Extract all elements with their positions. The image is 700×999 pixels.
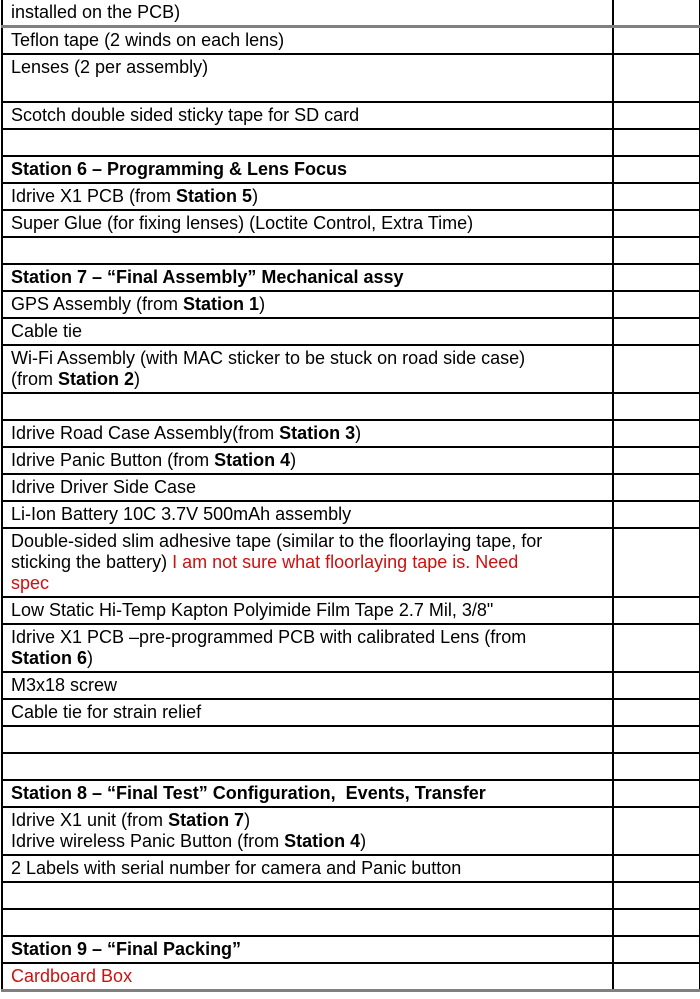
item-cell xyxy=(2,597,613,624)
item-line xyxy=(11,573,604,594)
station-header-row xyxy=(2,156,700,183)
item-text: ) xyxy=(290,450,297,470)
item-text: ) xyxy=(87,648,94,668)
check-cell xyxy=(613,129,700,156)
item-line xyxy=(11,858,604,879)
item-cell xyxy=(2,672,613,699)
item-cell xyxy=(2,54,613,102)
item-text-red: Cardboard Box xyxy=(11,966,133,986)
item-text-bold: Station 3 xyxy=(279,423,356,443)
item-cell xyxy=(2,0,613,27)
item-text: M3x18 screw xyxy=(11,675,118,695)
item-line xyxy=(11,675,604,696)
table-row xyxy=(2,474,700,501)
station-header-row xyxy=(2,264,700,291)
table-row xyxy=(2,27,700,55)
table-row xyxy=(2,699,700,726)
item-cell xyxy=(2,345,613,393)
item-text: Idrive X1 PCB (from xyxy=(11,186,177,206)
check-cell xyxy=(613,210,700,237)
item-cell xyxy=(2,963,613,991)
check-cell xyxy=(613,726,700,753)
check-cell xyxy=(613,936,700,963)
item-text: Scotch double sided sticky tape for SD card xyxy=(11,105,360,125)
table-row xyxy=(2,447,700,474)
check-cell xyxy=(613,474,700,501)
item-line xyxy=(11,213,604,234)
check-cell xyxy=(613,237,700,264)
item-text-bold: Station 7 xyxy=(168,810,245,830)
table-row xyxy=(2,210,700,237)
check-cell xyxy=(613,156,700,183)
item-cell xyxy=(2,474,613,501)
check-cell xyxy=(613,318,700,345)
item-text: ) xyxy=(259,294,266,314)
check-cell xyxy=(613,264,700,291)
check-cell xyxy=(613,345,700,393)
item-text: Lenses (2 per assembly) xyxy=(11,57,209,77)
item-text: Double-sided slim adhesive tape (similar to the floorlaying tape, for xyxy=(11,531,543,551)
item-text: Wi-Fi Assembly (with MAC sticker to be stuck on road side case) xyxy=(11,348,526,368)
check-cell xyxy=(613,963,700,991)
item-line xyxy=(11,240,604,261)
item-line xyxy=(11,369,604,390)
table-row xyxy=(2,807,700,855)
item-line xyxy=(11,450,604,471)
table-row xyxy=(2,102,700,129)
item-line xyxy=(11,321,604,342)
item-line xyxy=(11,78,604,99)
item-cell xyxy=(2,264,613,291)
item-line xyxy=(11,423,604,444)
item-text: ) xyxy=(355,423,362,443)
table-row xyxy=(2,855,700,882)
item-cell xyxy=(2,936,613,963)
item-text-bold: Station 7 – “Final Assembly” Mechanical assy xyxy=(11,267,404,287)
item-line xyxy=(11,600,604,621)
check-cell xyxy=(613,27,700,55)
station-header-row xyxy=(2,936,700,963)
item-cell xyxy=(2,501,613,528)
item-cell xyxy=(2,699,613,726)
item-text: GPS Assembly (from xyxy=(11,294,184,314)
item-text-bold: Station 4 xyxy=(214,450,291,470)
item-cell xyxy=(2,129,613,156)
check-cell xyxy=(613,780,700,807)
table-row xyxy=(2,597,700,624)
item-cell xyxy=(2,447,613,474)
check-cell xyxy=(613,909,700,936)
check-cell xyxy=(613,699,700,726)
table-row xyxy=(2,963,700,991)
table-row xyxy=(2,528,700,597)
item-text: 2 Labels with serial number for camera and Panic button xyxy=(11,858,462,878)
item-text: ) xyxy=(252,186,259,206)
item-cell xyxy=(2,624,613,672)
item-text: sticking the battery) xyxy=(11,552,173,572)
item-text: Li-Ion Battery 10C 3.7V 500mAh assembly xyxy=(11,504,352,524)
item-text: Idrive Panic Button (from xyxy=(11,450,215,470)
table-row xyxy=(2,345,700,393)
item-line xyxy=(11,294,604,315)
item-line xyxy=(11,2,604,23)
table-row xyxy=(2,501,700,528)
item-line xyxy=(11,267,604,288)
item-line xyxy=(11,783,604,804)
item-line xyxy=(11,810,604,831)
check-cell xyxy=(613,447,700,474)
item-line xyxy=(11,627,604,648)
table-row xyxy=(2,420,700,447)
item-line xyxy=(11,531,604,552)
table-row xyxy=(2,726,700,753)
table-row xyxy=(2,909,700,936)
item-line xyxy=(11,30,604,51)
table-row xyxy=(2,54,700,102)
item-cell xyxy=(2,855,613,882)
item-cell xyxy=(2,909,613,936)
item-line xyxy=(11,966,604,987)
item-line xyxy=(11,105,604,126)
item-line xyxy=(11,186,604,207)
item-cell xyxy=(2,882,613,909)
item-line xyxy=(11,477,604,498)
item-text-bold: Station 9 – “Final Packing” xyxy=(11,939,242,959)
item-cell xyxy=(2,237,613,264)
check-cell xyxy=(613,183,700,210)
item-line xyxy=(11,756,604,777)
item-text: Idrive Driver Side Case xyxy=(11,477,197,497)
item-line xyxy=(11,159,604,180)
item-line xyxy=(11,729,604,750)
item-cell xyxy=(2,420,613,447)
item-text-red: spec xyxy=(11,573,50,593)
item-cell xyxy=(2,102,613,129)
check-cell xyxy=(613,54,700,102)
item-line xyxy=(11,702,604,723)
item-cell xyxy=(2,753,613,780)
item-cell xyxy=(2,156,613,183)
check-cell xyxy=(613,291,700,318)
item-text: (from xyxy=(11,369,58,389)
check-cell xyxy=(613,753,700,780)
check-cell xyxy=(613,528,700,597)
item-text: Low Static Hi-Temp Kapton Polyimide Film Tape 2.7 Mil, 3/8" xyxy=(11,600,494,620)
check-cell xyxy=(613,393,700,420)
item-text: ) xyxy=(360,831,367,851)
item-line xyxy=(11,939,604,960)
item-cell xyxy=(2,318,613,345)
item-text-bold: Station 2 xyxy=(58,369,135,389)
item-line xyxy=(11,57,604,78)
check-cell xyxy=(613,807,700,855)
parts-table-body xyxy=(2,0,700,991)
check-cell xyxy=(613,597,700,624)
check-cell xyxy=(613,102,700,129)
item-text-red: I am not sure what floorlaying tape is. Need xyxy=(172,552,519,572)
table-row xyxy=(2,0,700,27)
table-row xyxy=(2,753,700,780)
item-text: Cable tie xyxy=(11,321,83,341)
item-text: Idrive X1 PCB –pre-programmed PCB with calibrated Lens (from xyxy=(11,627,527,647)
item-text-bold: Station 6 – Programming & Lens Focus xyxy=(11,159,348,179)
table-row xyxy=(2,237,700,264)
item-cell xyxy=(2,726,613,753)
item-text-bold: Station 1 xyxy=(183,294,260,314)
item-text: Idrive Road Case Assembly(from xyxy=(11,423,280,443)
table-row xyxy=(2,318,700,345)
item-cell xyxy=(2,393,613,420)
item-text: ) xyxy=(134,369,141,389)
item-line xyxy=(11,504,604,525)
check-cell xyxy=(613,882,700,909)
check-cell xyxy=(613,672,700,699)
item-cell xyxy=(2,780,613,807)
item-text-bold: Station 4 xyxy=(284,831,361,851)
item-text: Teflon tape (2 winds on each lens) xyxy=(11,30,285,50)
item-cell xyxy=(2,27,613,55)
item-cell xyxy=(2,210,613,237)
table-row xyxy=(2,291,700,318)
item-line xyxy=(11,348,604,369)
item-text: Idrive X1 unit (from xyxy=(11,810,169,830)
item-cell xyxy=(2,807,613,855)
item-text-bold: Station 5 xyxy=(176,186,253,206)
check-cell xyxy=(613,501,700,528)
item-line xyxy=(11,396,604,417)
table-row xyxy=(2,129,700,156)
item-text: ) xyxy=(244,810,251,830)
check-cell xyxy=(613,624,700,672)
check-cell xyxy=(613,855,700,882)
table-row xyxy=(2,393,700,420)
item-line xyxy=(11,552,604,573)
item-text-bold: Station 8 – “Final Test” Configuration, Events, Transfer xyxy=(11,783,486,803)
item-line xyxy=(11,132,604,153)
item-line xyxy=(11,648,604,669)
parts-checklist-table xyxy=(1,0,700,992)
item-line xyxy=(11,831,604,852)
item-text: Idrive wireless Panic Button (from xyxy=(11,831,285,851)
table-row xyxy=(2,672,700,699)
item-text: Cable tie for strain relief xyxy=(11,702,202,722)
check-cell xyxy=(613,420,700,447)
item-line xyxy=(11,912,604,933)
item-cell xyxy=(2,183,613,210)
item-cell xyxy=(2,528,613,597)
check-cell xyxy=(613,0,700,27)
item-text-bold: Station 6 xyxy=(11,648,88,668)
table-row xyxy=(2,183,700,210)
item-text: Super Glue (for fixing lenses) (Loctite Control, Extra Time) xyxy=(11,213,474,233)
station-header-row xyxy=(2,780,700,807)
item-text: installed on the PCB) xyxy=(11,2,181,22)
table-row xyxy=(2,624,700,672)
item-cell xyxy=(2,291,613,318)
item-line xyxy=(11,885,604,906)
table-row xyxy=(2,882,700,909)
